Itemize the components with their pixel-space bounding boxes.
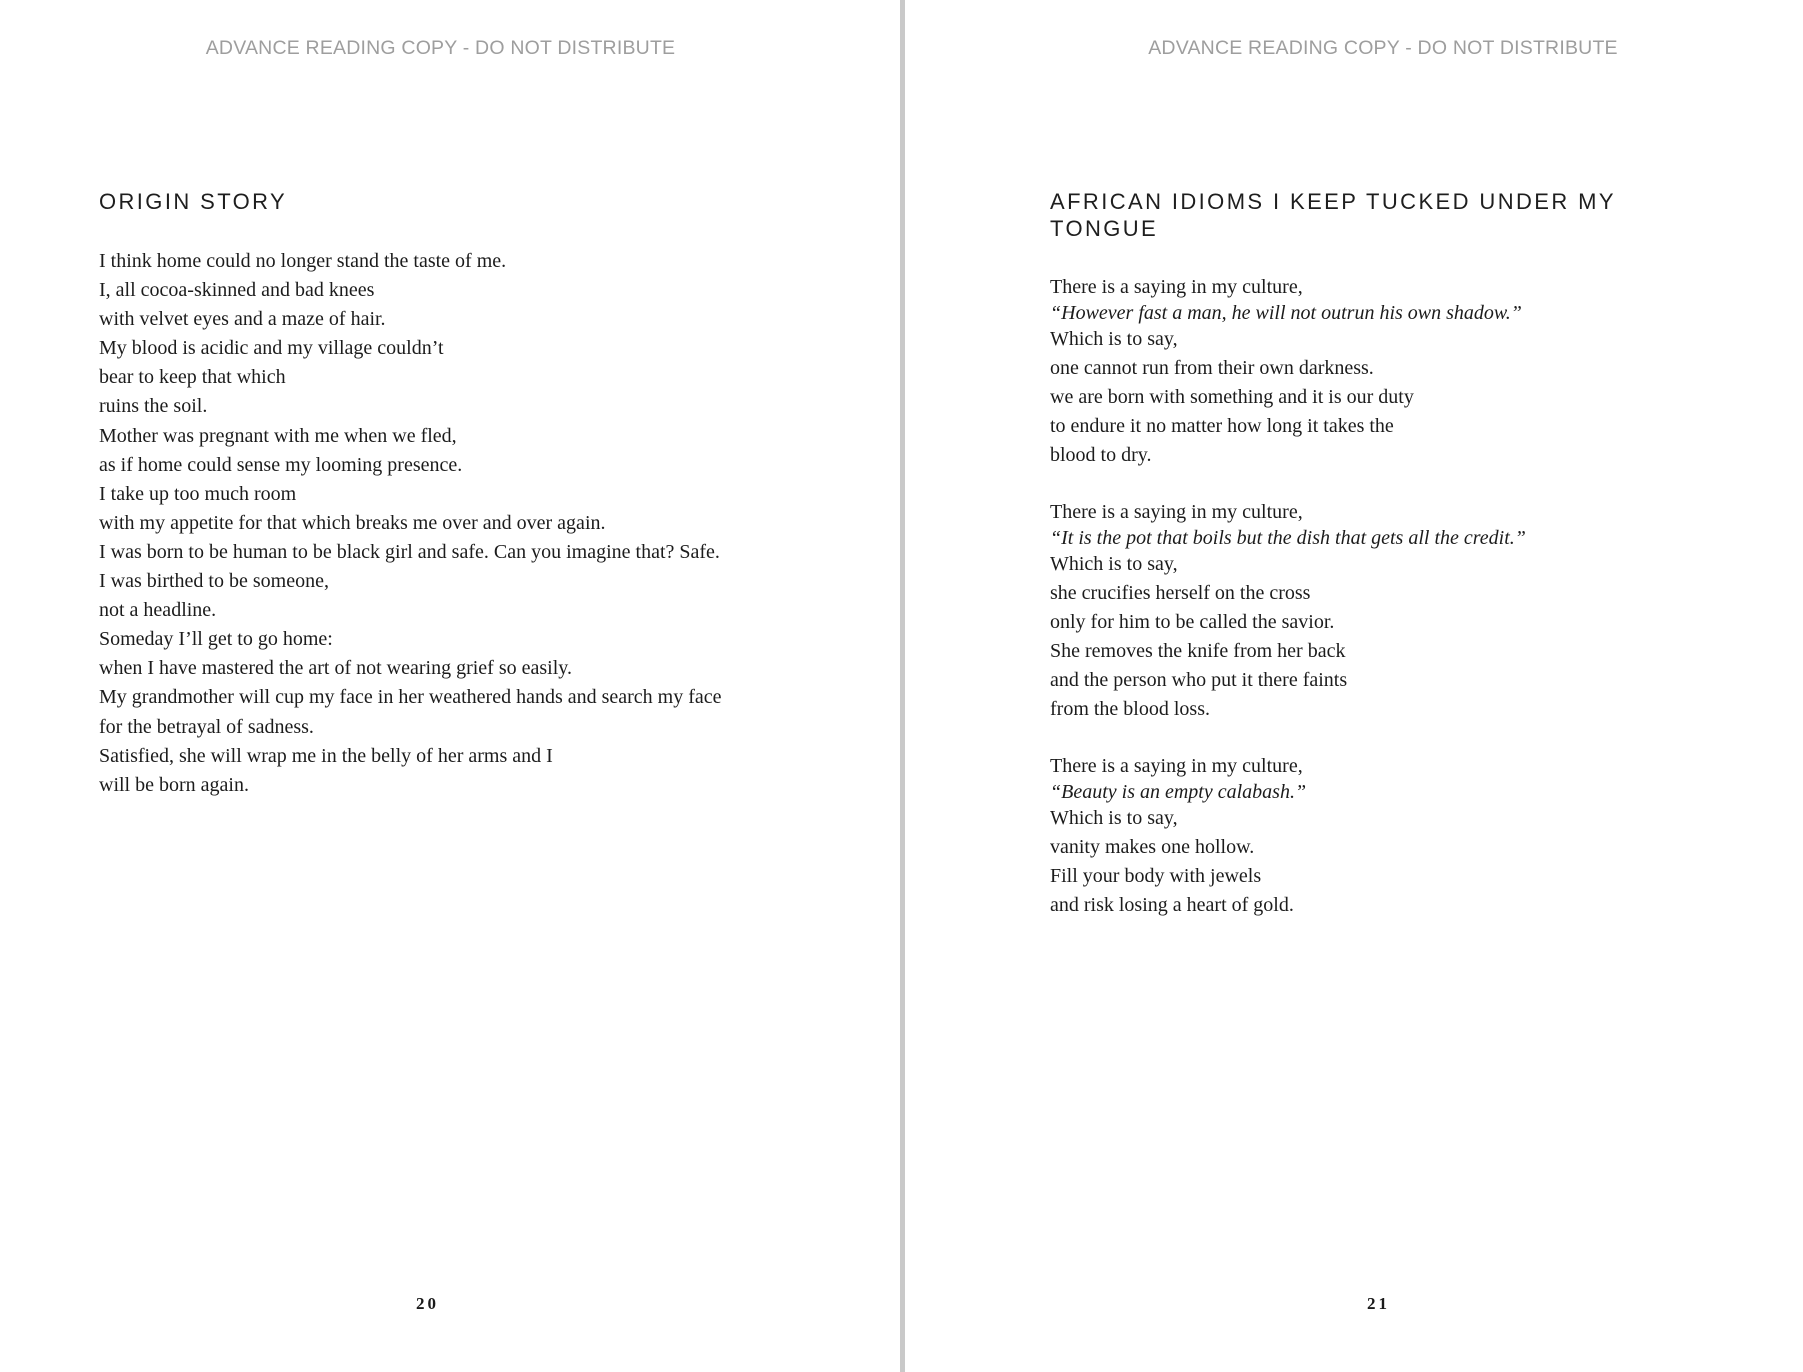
idiom-quote: “However fast a man, he will not outrun his own shadow.” [1050,302,1522,324]
left-page [0,0,900,1372]
poem-line: Which is to say, [1050,553,1178,575]
poem-line: we are born with something and it is our duty [1050,386,1414,408]
poem-line: to endure it no matter how long it takes the [1050,415,1394,437]
idiom-quote: “It is the pot that boils but the dish that gets all the credit.” [1050,527,1526,549]
poem-line: for the betrayal of sadness. [99,715,314,738]
poem-title: AFRICAN IDIOMS I KEEP TUCKED UNDER MY TONGUE [1050,189,1616,241]
poem-line: Which is to say, [1050,807,1178,829]
poem-line: and risk losing a heart of gold. [1050,894,1294,916]
poem-line: will be born again. [99,773,249,796]
poem-line: when I have mastered the art of not wearing grief so easily. [99,657,572,680]
poem-line: bear to keep that which [99,366,286,389]
poem-line: as if home could sense my looming presence. [99,453,463,476]
poem-line: Satisfied, she will wrap me in the belly of her arms and I [99,744,553,767]
poem-line: she crucifies herself on the cross [1050,582,1311,604]
poem-line: My grandmother will cup my face in her weathered hands and search my face [99,686,722,709]
watermark: ADVANCE READING COPY - DO NOT DISTRIBUTE [1148,37,1618,59]
poem-line: vanity makes one hollow. [1050,836,1255,858]
poem-body [99,247,722,800]
poem-line: with velvet eyes and a maze of hair. [99,308,386,331]
stanza [1050,498,1526,724]
poem-line: She removes the knife from her back [1050,640,1346,662]
poem-line: I was birthed to be someone, [99,570,329,593]
poem-line: I, all cocoa-skinned and bad knees [99,279,375,302]
stanza [1050,273,1526,470]
poem-line: one cannot run from their own darkness. [1050,357,1374,379]
poem-line: There is a saying in my culture, [1050,276,1303,298]
watermark: ADVANCE READING COPY - DO NOT DISTRIBUTE [205,37,676,59]
poem-line: There is a saying in my culture, [1050,755,1303,777]
poem-line: Which is to say, [1050,328,1178,350]
poem-line: only for him to be called the savior. [1050,611,1335,633]
poem-line: Mother was pregnant with me when we fled, [99,424,457,447]
poem-line: My blood is acidic and my village couldn’t [99,337,444,360]
right-page [905,0,1803,1372]
poem-title: ORIGIN STORY [99,189,288,214]
poem-line: I take up too much room [99,482,297,505]
poem-line: I think home could no longer stand the taste of me. [99,250,507,272]
poem-body [1050,273,1526,948]
poem-line: with my appetite for that which breaks me over and over again. [99,511,606,534]
poem-line: from the blood loss. [1050,698,1210,720]
poem-line: Fill your body with jewels [1050,865,1262,887]
poem-line: Someday I’ll get to go home: [99,628,333,651]
poem-line: ruins the soil. [99,395,208,418]
poem-line: and the person who put it there faints [1050,669,1348,691]
stanza [1050,752,1526,920]
page-number: 20 [416,1294,439,1313]
poem-line: I was born to be human to be black girl and safe. Can you imagine that? Safe. [99,540,720,563]
poem-line: not a headline. [99,599,217,622]
idiom-quote: “Beauty is an empty calabash.” [1050,781,1307,803]
poem-line: There is a saying in my culture, [1050,501,1303,523]
page-number: 21 [1367,1294,1390,1313]
poem-line: blood to dry. [1050,444,1152,466]
